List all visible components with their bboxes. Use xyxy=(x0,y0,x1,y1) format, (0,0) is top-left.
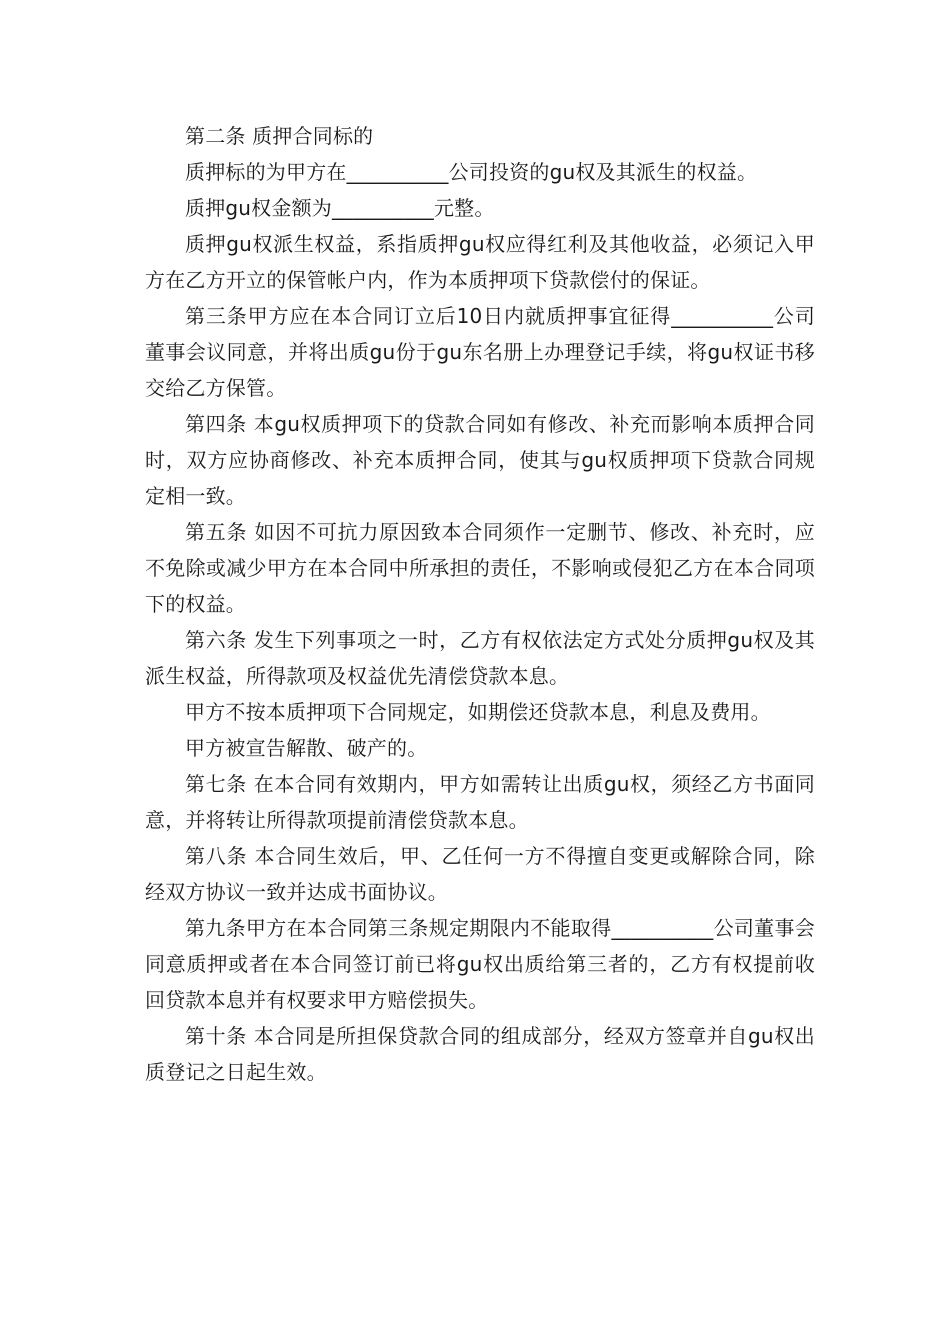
derived-rights-paragraph: 质押gu权派生权益，系指质押gu权应得红利及其他收益，必须记入甲方在乙方开立的保管帐户内，作为本质押项下贷款偿付的保证。 xyxy=(145,232,815,292)
article-6-paragraph: 第六条 发生下列事项之一时，乙方有权依法定方式处分质押gu权及其派生权益，所得款项及权益优先清偿贷款本息。 xyxy=(145,628,815,688)
article-5-paragraph: 第五条 如因不可抗力原因致本合同须作一定删节、修改、补充时，应不免除或减少甲方在本合同中所承担的责任，不影响或侵犯乙方在本合同项下的权益。 xyxy=(145,520,815,616)
article-8-paragraph: 第八条 本合同生效后，甲、乙任何一方不得擅自变更或解除合同，除经双方协议一致并达成书面协议。 xyxy=(145,844,815,904)
article-4-paragraph: 第四条 本gu权质押项下的贷款合同如有修改、补充而影响本质押合同时，双方应协商修改、补充本质押合同，使其与gu权质押项下贷款合同规定相一致。 xyxy=(145,412,815,508)
article-6-item-2: 甲方被宣告解散、破产的。 xyxy=(185,736,428,760)
document-body xyxy=(145,118,815,1090)
pledge-subject-paragraph: 质押标的为甲方在__________公司投资的gu权及其派生的权益。 xyxy=(185,160,758,184)
article-2-heading: 第二条 质押合同标的 xyxy=(185,124,374,148)
article-3-paragraph: 第三条甲方应在本合同订立后10日内就质押事宜征得__________公司董事会议同意，并将出质gu份于gu东名册上办理登记手续，将gu权证书移交给乙方保管。 xyxy=(145,304,815,400)
pledge-amount-paragraph: 质押gu权金额为__________元整。 xyxy=(185,196,495,220)
article-6-item-1: 甲方不按本质押项下合同规定，如期偿还贷款本息，利息及费用。 xyxy=(185,700,771,724)
article-7-paragraph: 第七条 在本合同有效期内，甲方如需转让出质gu权，须经乙方书面同意，并将转让所得款项提前清偿贷款本息。 xyxy=(145,772,815,832)
article-10-paragraph: 第十条 本合同是所担保贷款合同的组成部分，经双方签章并自gu权出质登记之日起生效。 xyxy=(145,1024,815,1084)
article-9-paragraph: 第九条甲方在本合同第三条规定期限内不能取得__________公司董事会同意质押或者在本合同签订前已将gu权出质给第三者的，乙方有权提前收回贷款本息并有权要求甲方赔偿损失。 xyxy=(145,916,815,1012)
